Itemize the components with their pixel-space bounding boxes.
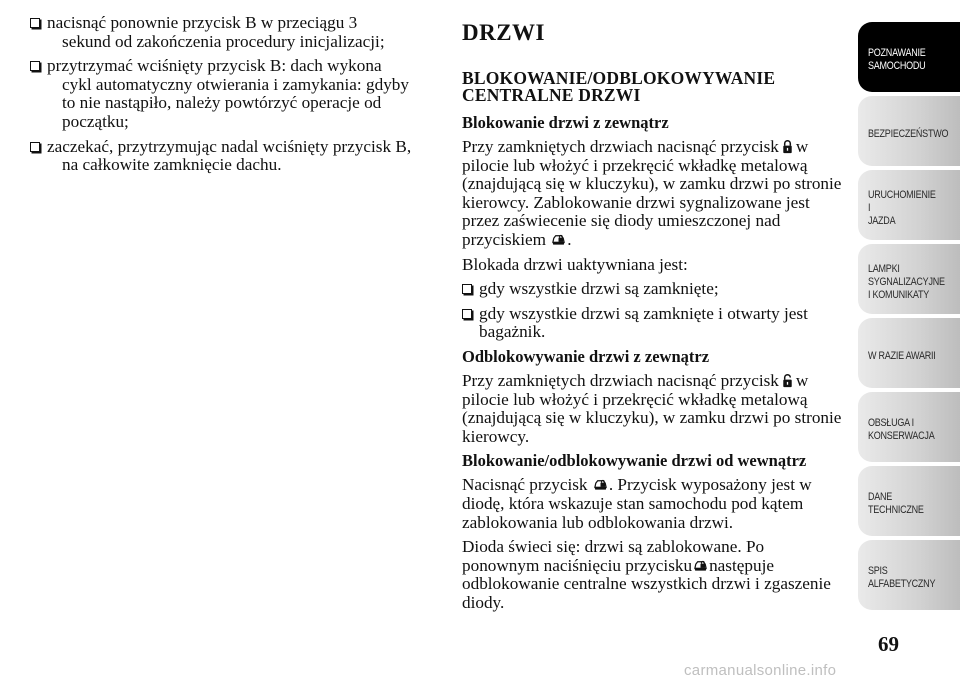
list-item: [462, 305, 842, 342]
list-item-text: sekund od zakończenia procedury inicjalizacji;: [62, 31, 385, 51]
heading-outside-lock: Blokowanie drzwi z zewnątrz: [462, 113, 669, 132]
chapter-tabs: [858, 22, 960, 614]
paragraph: Przy zamkniętych drzwiach nacisnąć przycisk w pilocie lub włożyć i przekręcić wkładkę metalową (znajdującą się w kluczyku), w zamku drzwi po stronie kierowcy. Zablokowanie drzwi sygnalizowane jest przez zaświecenie się diody umieszczonej nad przyciskiem .: [462, 137, 842, 249]
car-door-lock-icon: [551, 232, 566, 247]
list-item-text: gdy wszystkie drzwi są zamknięte;: [479, 279, 719, 299]
paragraph: Dioda świeci się: drzwi są zablokowane. Po ponownym naciśnięciu przycisku następuje odblokowanie centralne wszystkich drzwi i zgaszenie diody.: [462, 537, 831, 612]
paragraph: Nacisnąć przycisk . Przycisk wyposażony jest w diodę, która wskazuje stan samochodu pod kątem zablokowania lub odblokowania drzwi.: [462, 475, 812, 532]
section-title: DRZWI: [462, 20, 546, 45]
list-item-text: gdy wszystkie drzwi są zamknięte i otwarty jest bagażnik.: [479, 303, 808, 342]
tab-lampki-sygnalizacyjne[interactable]: LAMPKI SYGNALIZACYJNE I KOMUNIKATY: [858, 244, 960, 314]
list-item-text: cykl automatyczny otwierania i zamykania: gdyby: [62, 74, 409, 94]
list-item-text: na całkowite zamknięcie dachu.: [62, 155, 282, 175]
tab-poznawanie-samochodu[interactable]: POZNAWANIE SAMOCHODU: [858, 22, 960, 92]
right-column: [462, 20, 842, 618]
list-item: [462, 280, 842, 299]
paragraph: Blokada drzwi uaktywniana jest:: [462, 254, 688, 274]
watermark: carmanualsonline.info: [684, 662, 837, 679]
subsection-title-line: CENTRALNE DRZWI: [462, 85, 641, 105]
heading-inside: Blokowanie/odblokowywanie drzwi od wewnątrz: [462, 451, 807, 471]
car-door-lock-icon: [693, 558, 708, 573]
tab-w-razie-awarii[interactable]: W RAZIE AWARII: [858, 318, 960, 388]
tab-bezpieczenstwo[interactable]: BEZPIECZEŃSTWO: [858, 96, 960, 166]
tab-uruchomienie-i-jazda[interactable]: URUCHOMIENIE I JAZDA: [858, 170, 960, 240]
list-item: [30, 138, 450, 175]
list-item: [30, 14, 450, 51]
subsection-title-line: BLOKOWANIE/ODBLOKOWYWANIE: [462, 68, 776, 88]
tab-obsluga-i-konserwacja[interactable]: OBSŁUGA I KONSERWACJA: [858, 392, 960, 462]
list-item: [30, 57, 450, 131]
subsection-title: [462, 70, 842, 104]
paragraph: Przy zamkniętych drzwiach nacisnąć przycisk w pilocie lub włożyć i przekręcić wkładkę metalową (znajdującą się w kluczyku), w zamku drzwi po stronie kierowcy.: [462, 370, 842, 446]
list-item-text: przytrzymać wciśnięty przycisk B: dach wykona: [47, 56, 382, 76]
car-door-lock-icon: [593, 477, 608, 492]
list-item-text: początku;: [62, 111, 129, 131]
list-item-text: nacisnąć ponownie przycisk B w przeciągu 3: [47, 13, 358, 32]
heading-outside-unlock: Odblokowywanie drzwi z zewnątrz: [462, 346, 710, 366]
page-number: 69: [878, 632, 899, 656]
list-item-text: to nie nastąpiło, należy powtórzyć operacje od: [62, 93, 382, 113]
left-column: [30, 14, 450, 181]
tab-dane-techniczne[interactable]: DANE TECHNICZNE: [858, 466, 960, 536]
tab-spis-alfabetyczny[interactable]: SPIS ALFABETYCZNY: [858, 540, 960, 610]
padlock-open-icon: [780, 373, 795, 388]
padlock-icon: [780, 139, 795, 154]
list-item-text: zaczekać, przytrzymując nadal wciśnięty przycisk B,: [47, 136, 412, 156]
